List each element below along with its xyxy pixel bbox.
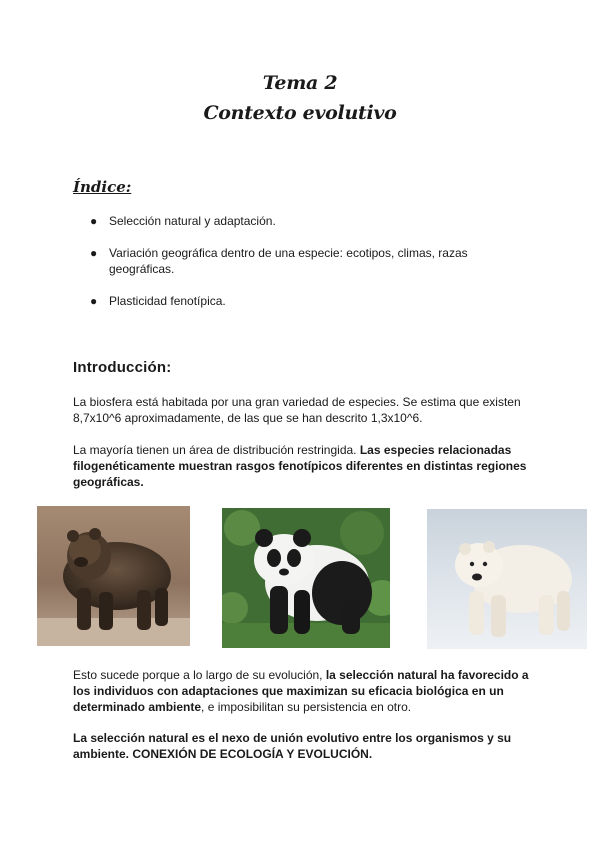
paragraph-text: La mayoría tienen un área de distribución restringida. [73, 443, 360, 457]
giant-panda-photo [222, 508, 390, 648]
polar-bear-photo [427, 509, 587, 649]
paragraph-bold-text: la selección natural ha favorecido a los individuos con adaptaciones que maximizan su eficacia biológica en un determinado ambiente [73, 668, 529, 714]
index-item-text: Selección natural y adaptación. [109, 214, 276, 228]
index-item-text: Plasticidad fenotípica. [109, 294, 226, 308]
bullet-icon: ● [90, 294, 98, 308]
paragraph-bold-text: Las especies relacionadas filogenéticamente muestran rasgos fenotípicos diferentes en distintas regiones geográficas. [73, 443, 527, 489]
document-subtitle: Contexto evolutivo [203, 102, 397, 124]
paragraph-text: , e imposibilitan su persistencia en otro. [201, 700, 412, 714]
intro-paragraph-3 [73, 667, 533, 715]
index-heading: Índice: [73, 178, 132, 196]
index-item [73, 293, 493, 309]
bullet-icon: ● [90, 214, 98, 228]
index-item-text: Variación geográfica dentro de una especie: ecotipos, climas, razas geográficas. [109, 246, 468, 276]
intro-paragraph-2 [73, 442, 533, 490]
intro-paragraph-4 [73, 730, 533, 762]
bullet-icon: ● [90, 246, 98, 260]
intro-heading: Introducción: [73, 359, 172, 376]
document-title: Tema 2 [262, 72, 338, 94]
paragraph-text: Esto sucede porque a lo largo de su evolución, [73, 668, 326, 682]
intro-paragraph-1: La biosfera está habitada por una gran variedad de especies. Se estima que existen 8,7x10^6 aproximadamente, de las que se han descrito 1,3x10^6. [73, 395, 521, 425]
grizzly-bear-photo [37, 506, 190, 646]
index-list [73, 213, 493, 325]
paragraph-bold-text: La selección natural es el nexo de unión evolutivo entre los organismos y su ambiente. CONEXIÓN DE ECOLOGÍA Y EVOLUCIÓN. [73, 731, 512, 761]
index-item [73, 245, 493, 277]
index-item [73, 213, 493, 229]
